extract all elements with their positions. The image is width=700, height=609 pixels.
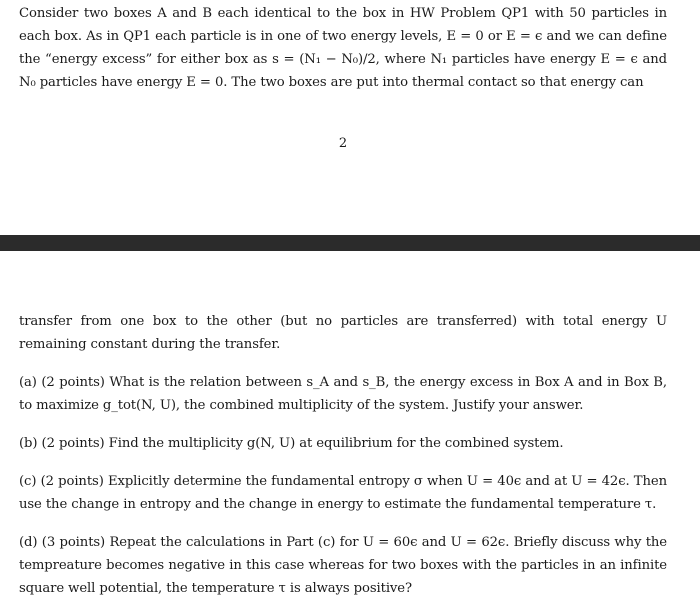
page-break-divider bbox=[0, 235, 700, 251]
question-part-a: (a) (2 points) What is the relation between s_A and s_B, the energy excess in Box A and in Box B, to maximize g_tot(N, U), the combined multiplicity of the system. Justify your answer. bbox=[19, 375, 667, 413]
question-part-b: (b) (2 points) Find the multiplicity g(N, U) at equilibrium for the combined system. bbox=[19, 436, 564, 451]
problem-intro-paragraph: Consider two boxes A and B each identical to the box in HW Problem QP1 with 50 particles in each box. As in QP1 each particle is in one of two energy levels, E = 0 or E = ϵ and we can define the “energy excess” for either box as s = (N₁ − N₀)/2, where N₁ particles have energy E = ϵ and N₀ particles have energy E = 0. The two boxes are put into thermal contact so that energy can bbox=[19, 6, 667, 90]
question-part-d: (d) (3 points) Repeat the calculations in Part (c) for U = 60ϵ and U = 62ϵ. Briefly discuss why the tempreature becomes negative in this case whereas for two boxes with the particles in an infinite square well potential, the temperature τ is always positive? bbox=[19, 535, 667, 596]
page-number: 2 bbox=[338, 136, 348, 151]
question-part-c: (c) (2 points) Explicitly determine the fundamental entropy σ when U = 40ϵ and at U = 42ϵ. Then use the change in entropy and the change in energy to estimate the fundamental temperature τ. bbox=[19, 474, 667, 512]
problem-intro-continuation: transfer from one box to the other (but no particles are transferred) with total energy U remaining constant during the transfer. bbox=[19, 314, 667, 352]
